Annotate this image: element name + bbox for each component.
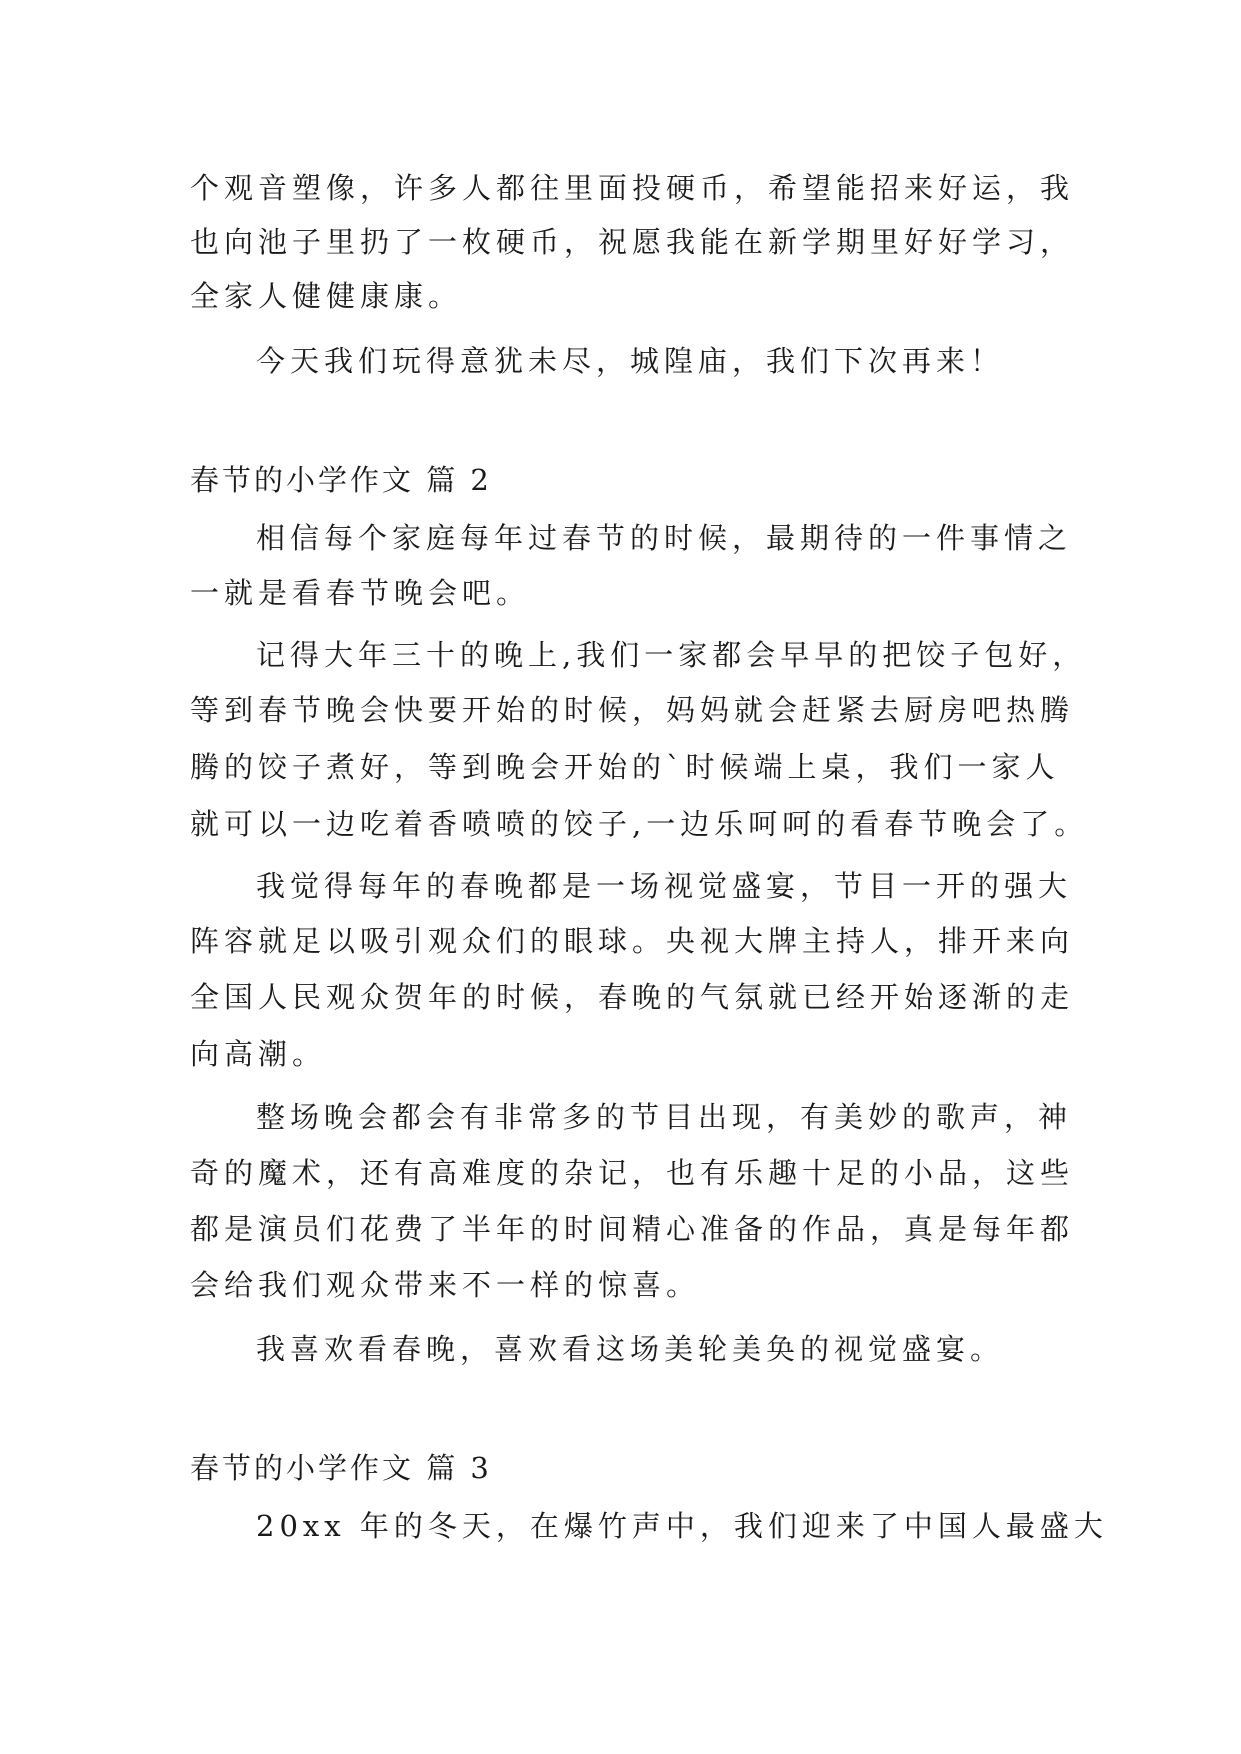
section-heading: 春节的小学作文 篇 3 bbox=[190, 1451, 492, 1485]
text-line: 就可以一边吃着香喷喷的饺子,一边乐呵呵的看春节晚会了。 bbox=[190, 807, 1089, 841]
text-line: 相信每个家庭每年过春节的时候，最期待的一件事情之 bbox=[256, 521, 1073, 555]
text-line: 等到春节晚会快要开始的时候，妈妈就会赶紧去厨房吧热腾 bbox=[190, 693, 1075, 727]
text-line: 记得大年三十的晚上,我们一家都会早早的把饺子包好， bbox=[256, 638, 1087, 672]
text-line: 整场晚会都会有非常多的节目出现，有美妙的歌声，神 bbox=[256, 1100, 1073, 1134]
text-line: 全家人健健康康。 bbox=[190, 279, 463, 313]
text-line: 20xx 年的冬天，在爆竹声中，我们迎来了中国人最盛大 bbox=[256, 1509, 1108, 1543]
text-line: 我喜欢看春晚，喜欢看这场美轮美奂的视觉盛宴。 bbox=[256, 1332, 1005, 1366]
text-line: 阵容就足以吸引观众们的眼球。央视大牌主持人，排开来向 bbox=[190, 924, 1075, 958]
text-line: 个观音塑像，许多人都往里面投硬币，希望能招来好运，我 bbox=[190, 171, 1075, 205]
text-line: 都是演员们花费了半年的时间精心准备的作品，真是每年都 bbox=[190, 1212, 1075, 1246]
text-line: 也向池子里扔了一枚硬币，祝愿我能在新学期里好好学习， bbox=[190, 225, 1075, 259]
text-line: 腾的饺子煮好，等到晚会开始的`时候端上桌，我们一家人 bbox=[190, 750, 1060, 784]
text-line: 向高潮。 bbox=[190, 1037, 327, 1071]
text-line: 一就是看春节晚会吧。 bbox=[190, 576, 531, 610]
text-line: 奇的魔术，还有高难度的杂记，也有乐趣十足的小品，这些 bbox=[190, 1156, 1075, 1190]
text-line: 全国人民观众贺年的时候，春晚的气氛就已经开始逐渐的走 bbox=[190, 980, 1075, 1014]
text-line: 会给我们观众带来不一样的惊喜。 bbox=[190, 1268, 701, 1302]
text-line: 今天我们玩得意犹未尽，城隍庙，我们下次再来！ bbox=[256, 344, 1005, 378]
section-heading: 春节的小学作文 篇 2 bbox=[190, 463, 492, 497]
text-line: 我觉得每年的春晚都是一场视觉盛宴，节目一开的强大 bbox=[256, 869, 1073, 903]
